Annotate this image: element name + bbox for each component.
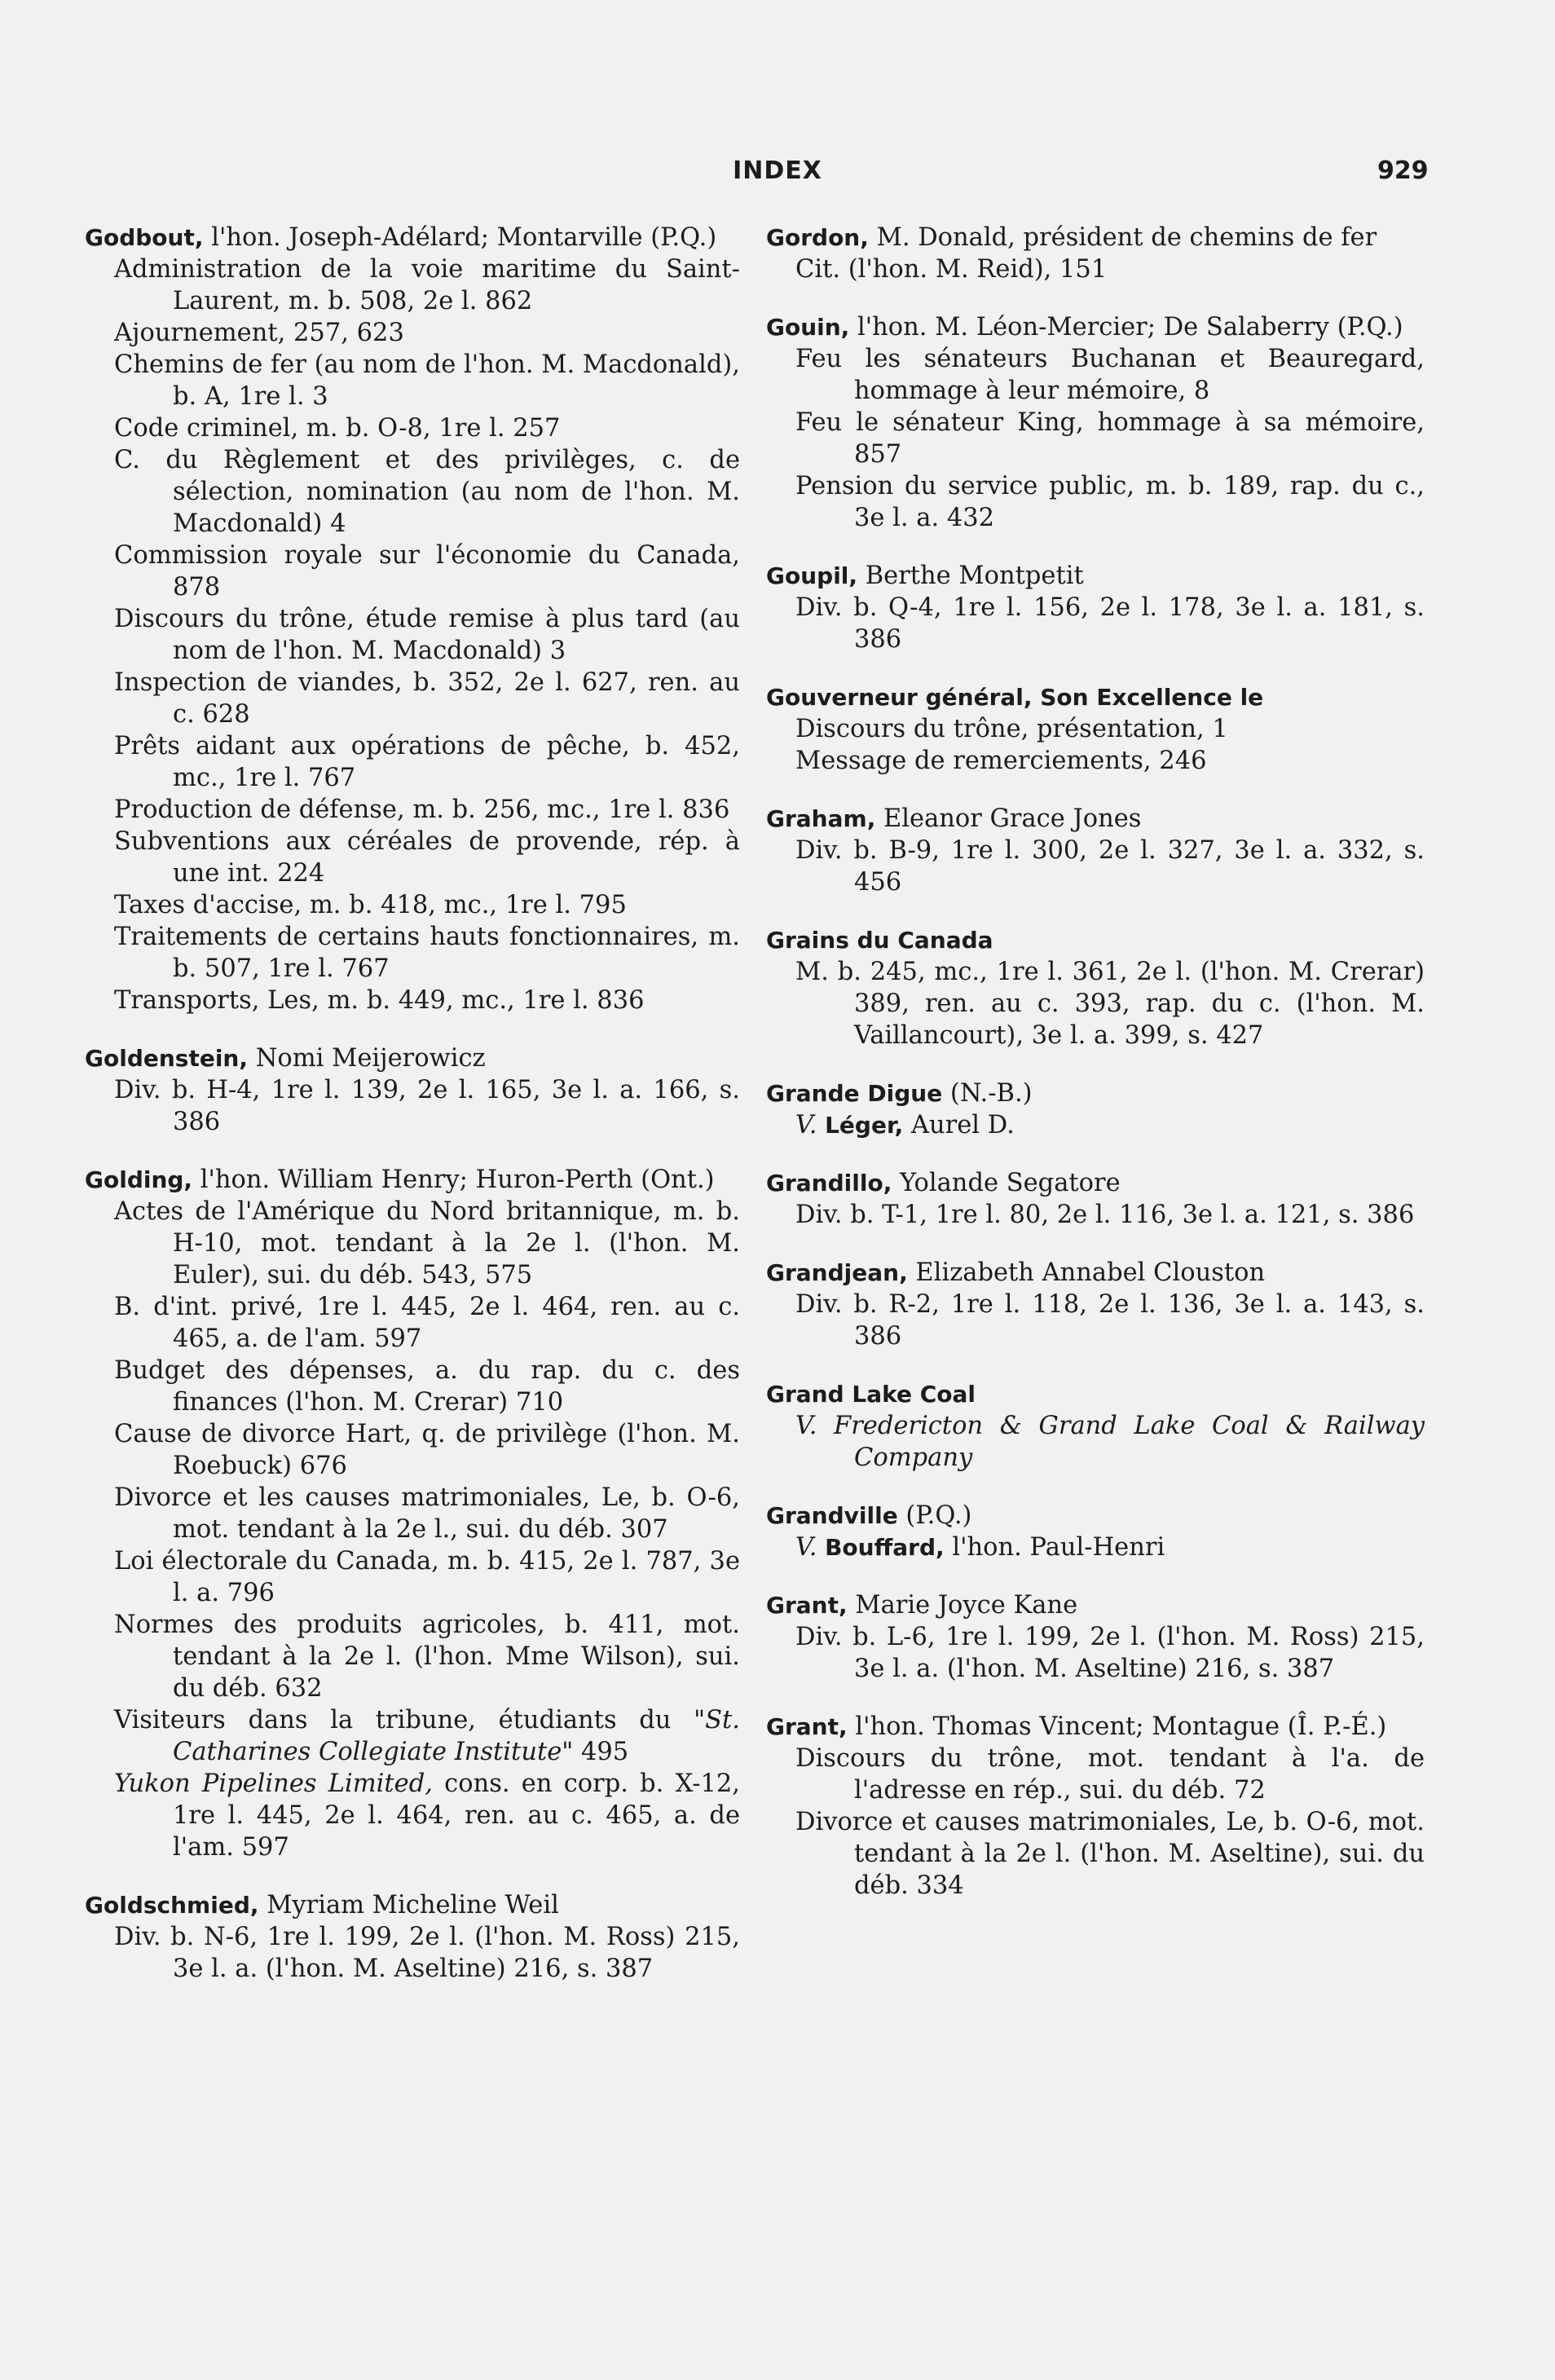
subentry — [85, 1921, 740, 1985]
subentry-text: Budget des dépenses, a. du rap. du c. des finances (l'hon. M. Crerar) 710 — [114, 1356, 740, 1417]
cross-reference-name: Léger, — [825, 1112, 904, 1139]
entry-name: Grandjean, — [766, 1259, 908, 1286]
entry-heading — [766, 1711, 1425, 1743]
index-entry — [766, 560, 1425, 655]
subentry — [766, 1743, 1425, 1806]
entry-heading — [766, 1378, 1425, 1410]
entry-name: Goupil, — [766, 562, 858, 589]
entry-details: l'hon. M. Léon-Mercier; De Salaberry (P.Q.) — [849, 313, 1403, 342]
entry-heading — [766, 1500, 1425, 1532]
subentry — [85, 826, 740, 889]
subentry-text: Pension du service public, m. b. 189, rap. du c., 3e l. a. 432 — [795, 472, 1425, 532]
entry-name: Grant, — [766, 1713, 848, 1740]
subentry-text: Message de remerciements, 246 — [795, 747, 1207, 775]
subentry-text: Normes des produits agricoles, b. 411, mot. tendant à la 2e l. (l'hon. Mme Wilson), sui. du déb. 632 — [114, 1611, 740, 1703]
subentry-text: Div. b. T-1, 1re l. 80, 2e l. 116, 3e l. a. 121, s. 386 — [795, 1201, 1415, 1229]
page-header-title: INDEX — [733, 156, 822, 185]
index-entry — [766, 1589, 1425, 1685]
subentry-italic: V. Fredericton & Grand Lake Coal & Railway Company — [795, 1412, 1425, 1472]
entry-details: Marie Joyce Kane — [847, 1591, 1078, 1620]
subentry-text: Div. b. B-9, 1re l. 300, 2e l. 327, 3e l. a. 332, s. 456 — [795, 836, 1425, 897]
index-entry — [766, 1711, 1425, 1902]
entry-heading — [766, 1257, 1425, 1289]
entry-name: Grains du Canada — [766, 927, 993, 954]
subentry-text: Divorce et causes matrimoniales, Le, b. O-6, mot. tendant à la 2e l. (l'hon. M. Aseltine), sui. du déb. 334 — [795, 1808, 1425, 1900]
entry-heading — [766, 681, 1425, 713]
entry-details: M. Donald, président de chemins de fer — [868, 223, 1377, 252]
subentry — [85, 1768, 740, 1863]
entry-name: Grand Lake Coal — [766, 1381, 976, 1408]
entry-name: Grant, — [766, 1592, 848, 1619]
subentry — [85, 1609, 740, 1704]
right-column — [766, 222, 1425, 1928]
subentry — [766, 1410, 1425, 1474]
subentry-text: Discours du trône, étude remise à plus tard (au nom de l'hon. M. Macdonald) 3 — [114, 605, 740, 665]
index-entry — [766, 1500, 1425, 1563]
subentry — [766, 470, 1425, 534]
subentry-text: Div. b. R-2, 1re l. 118, 2e l. 136, 3e l. a. 143, s. 386 — [795, 1290, 1425, 1351]
subentry-text-after: 495 — [573, 1738, 629, 1766]
index-entry — [766, 1078, 1425, 1141]
entry-name: Goldenstein, — [85, 1045, 248, 1072]
subentry — [85, 1074, 740, 1138]
subentry — [85, 603, 740, 667]
index-entry — [85, 222, 740, 1016]
subentry-text: Div. b. N-6, 1re l. 199, 2e l. (l'hon. M. Ross) 215, 3e l. a. (l'hon. M. Aseltine) 216, s. 387 — [114, 1923, 740, 1983]
subentry-text-after: l'hon. Paul-Henri — [944, 1533, 1165, 1562]
subentry-text: Cause de divorce Hart, q. de privilège (l'hon. M. Roebuck) 676 — [114, 1420, 740, 1480]
entry-heading — [766, 560, 1425, 592]
subentry — [85, 1291, 740, 1355]
subentry-text: Divorce et les causes matrimoniales, Le, b. O-6, mot. tendant à la 2e l., sui. du déb. 307 — [114, 1483, 740, 1544]
subentry — [766, 407, 1425, 470]
entry-name: Grandville — [766, 1502, 898, 1529]
subentry-text: Transports, Les, m. b. 449, mc., 1re l. 836 — [114, 986, 645, 1015]
entry-details: (N.-B.) — [942, 1079, 1033, 1108]
subentry — [85, 1704, 740, 1768]
subentry-text: Discours du trône, présentation, 1 — [795, 715, 1228, 743]
subentry — [85, 412, 740, 444]
index-entry — [766, 1378, 1425, 1474]
subentry — [766, 956, 1425, 1051]
subentry-text: Administration de la voie maritime du Saint-Laurent, m. b. 508, 2e l. 862 — [114, 255, 740, 315]
entry-details: Eleanor Grace Jones — [875, 804, 1142, 833]
subentry — [766, 713, 1425, 745]
entry-heading — [766, 1167, 1425, 1199]
subentry — [766, 1109, 1425, 1141]
subentry — [85, 1545, 740, 1609]
subentry-italic: V. — [795, 1111, 817, 1139]
subentry — [85, 667, 740, 730]
entry-name: Gordon, — [766, 224, 869, 251]
subentry — [85, 444, 740, 540]
subentry-text: Ajournement, 257, 623 — [114, 319, 404, 347]
subentry-text-after: Aurel D. — [903, 1111, 1015, 1139]
entry-name: Grande Digue — [766, 1080, 943, 1107]
subentry — [766, 1806, 1425, 1902]
index-entry — [766, 1167, 1425, 1231]
index-entry — [766, 1257, 1425, 1352]
subentry — [766, 253, 1425, 285]
entry-details: l'hon. Thomas Vincent; Montague (Î. P.-É.) — [847, 1712, 1387, 1741]
index-entry — [766, 803, 1425, 898]
subentry-text: Discours du trône, mot. tendant à l'a. de l'adresse en rép., sui. du déb. 72 — [795, 1744, 1425, 1805]
subentry-text: C. du Règlement et des privilèges, c. de sélection, nomination (au nom de l'hon. M. Macdonald) 4 — [114, 446, 740, 538]
index-entry — [85, 1042, 740, 1138]
subentry-text: B. d'int. privé, 1re l. 445, 2e l. 464, ren. au c. 465, a. de l'am. 597 — [114, 1293, 740, 1353]
subentry-text: Cit. (l'hon. M. Reid), 151 — [795, 255, 1108, 284]
entry-heading — [766, 1078, 1425, 1109]
subentry-italic: "St. Catharines Collegiate Institute" — [173, 1706, 740, 1766]
entry-details: (P.Q.) — [897, 1501, 972, 1530]
entry-name: Gouverneur général, Son Excellence le — [766, 684, 1264, 711]
subentry-text: Prêts aidant aux opérations de pêche, b. 452, mc., 1re l. 767 — [114, 732, 740, 792]
index-entry — [766, 681, 1425, 777]
entry-heading — [766, 222, 1425, 253]
subentry — [766, 343, 1425, 407]
entry-name: Goldschmied, — [85, 1892, 259, 1919]
subentry-text: Loi électorale du Canada, m. b. 415, 2e l. 787, 3e l. a. 796 — [114, 1547, 740, 1607]
subentry — [85, 253, 740, 317]
subentry — [766, 1289, 1425, 1352]
subentry-text: Traitements de certains hauts fonctionnaires, m. b. 507, 1re l. 767 — [114, 923, 740, 983]
subentry — [85, 921, 740, 985]
subentry — [85, 349, 740, 412]
subentry — [766, 1532, 1425, 1563]
entry-name: Graham, — [766, 805, 876, 832]
subentry — [85, 1196, 740, 1291]
subentry-text: Actes de l'Amérique du Nord britannique, m. b. H-10, mot. tendant à la 2e l. (l'hon. M. Euler), sui. du déb. 543, 575 — [114, 1197, 740, 1289]
subentry-text: Production de défense, m. b. 256, mc., 1re l. 836 — [114, 796, 730, 824]
entry-details: Myriam Micheline Weil — [258, 1891, 559, 1919]
entry-name: Gouin, — [766, 314, 850, 341]
subentry — [766, 592, 1425, 655]
index-entry — [766, 311, 1425, 534]
subentry-text-after: cons. en corp. b. X-12, 1re l. 445, 2e l. 464, ren. au c. 465, a. de l'am. 597 — [173, 1770, 741, 1862]
entry-name: Grandillo, — [766, 1170, 892, 1197]
subentry-text: Subventions aux céréales de provende, rép. à une int. 224 — [114, 827, 740, 888]
entry-details: Berthe Montpetit — [857, 562, 1084, 590]
subentry-text: Div. b. L-6, 1re l. 199, 2e l. (l'hon. M. Ross) 215, 3e l. a. (l'hon. M. Aseltine) 216, s. 387 — [795, 1623, 1425, 1683]
subentry — [85, 889, 740, 921]
subentry — [85, 1418, 740, 1482]
subentry — [85, 730, 740, 794]
index-entry — [766, 924, 1425, 1051]
index-entry — [85, 1164, 740, 1863]
left-column — [85, 222, 740, 2011]
entry-heading — [766, 311, 1425, 343]
subentry — [85, 794, 740, 826]
subentry — [85, 317, 740, 349]
subentry-text: Taxes d'accise, m. b. 418, mc., 1re l. 795 — [114, 891, 627, 919]
subentry — [85, 985, 740, 1016]
subentry-text: Inspection de viandes, b. 352, 2e l. 627, ren. au c. 628 — [114, 668, 740, 729]
entry-heading — [85, 1889, 740, 1921]
entry-details: Elizabeth Annabel Clouston — [907, 1258, 1266, 1287]
subentry — [766, 1199, 1425, 1231]
entry-heading — [766, 1589, 1425, 1621]
index-entry — [766, 222, 1425, 285]
subentry — [766, 745, 1425, 777]
subentry-text: M. b. 245, mc., 1re l. 361, 2e l. (l'hon. M. Crerar) 389, ren. au c. 393, rap. du c. (l'hon. M. Vaillancourt), 3e l. a. 399, s. 427 — [795, 958, 1425, 1050]
subentry-text: Visiteurs dans la tribune, étudiants du — [114, 1706, 694, 1734]
subentry-text: Div. b. Q-4, 1re l. 156, 2e l. 178, 3e l. a. 181, s. 386 — [795, 593, 1425, 654]
subentry — [85, 1355, 740, 1418]
subentry-text: Chemins de fer (au nom de l'hon. M. Macdonald), b. A, 1re l. 3 — [114, 350, 740, 411]
entry-details: Nomi Meijerowicz — [248, 1044, 486, 1073]
page-number: 929 — [1377, 156, 1429, 185]
entry-details: Yolande Segatore — [892, 1169, 1121, 1197]
entry-details: l'hon. William Henry; Huron-Perth (Ont.) — [192, 1166, 715, 1194]
subentry — [766, 835, 1425, 898]
entry-heading — [766, 803, 1425, 835]
subentry — [766, 1621, 1425, 1685]
entry-heading — [85, 1042, 740, 1074]
subentry-italic: Yukon Pipelines Limited, — [114, 1770, 433, 1798]
entry-heading — [85, 1164, 740, 1196]
entry-name: Godbout, — [85, 224, 204, 251]
subentry-text: Div. b. H-4, 1re l. 139, 2e l. 165, 3e l. a. 166, s. 386 — [114, 1076, 740, 1136]
subentry-text: Feu les sénateurs Buchanan et Beauregard, hommage à leur mémoire, 8 — [795, 345, 1425, 405]
subentry-text: Code criminel, m. b. O-8, 1re l. 257 — [114, 414, 561, 443]
subentry — [85, 540, 740, 603]
index-entry — [85, 1889, 740, 1985]
entry-details: l'hon. Joseph-Adélard; Montarville (P.Q.) — [203, 223, 717, 252]
subentry-italic: V. — [795, 1533, 817, 1562]
entry-name: Golding, — [85, 1166, 193, 1193]
entry-heading — [85, 222, 740, 253]
subentry-text: Feu le sénateur King, hommage à sa mémoire, 857 — [795, 408, 1425, 469]
entry-heading — [766, 924, 1425, 956]
subentry-text: Commission royale sur l'économie du Canada, 878 — [114, 541, 740, 602]
subentry — [85, 1482, 740, 1545]
cross-reference-name: Bouffard, — [825, 1534, 945, 1561]
